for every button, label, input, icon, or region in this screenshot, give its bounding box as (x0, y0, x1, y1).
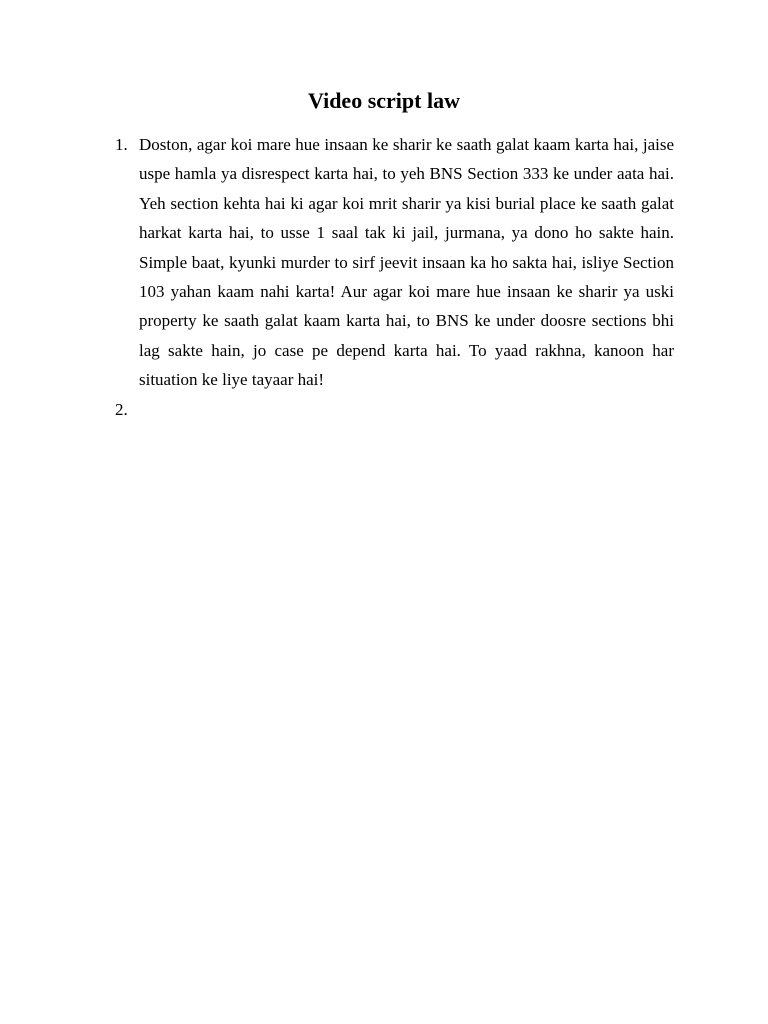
list-item-text: Doston, agar koi mare hue insaan ke sharir ke saath galat kaam karta hai, jaise uspe hamla ya disrespect karta hai, to yeh BNS Section 333 ke under aata hai. Yeh section kehta hai ki agar koi mrit sharir ya kisi burial place ke saath galat harkat karta hai, to usse 1 saal tak ki jail, jurmana, ya dono ho sakte hain. Simple baat, kyunki murder to sirf jeevit insaan ka ho sakta hai, isliye Section 103 yahan kaam nahi karta! Aur agar koi mare hue insaan ke sharir ya uski property ke saath galat kaam karta hai, to BNS ke under doosre sections bhi lag sakte hain, jo case pe depend karta hai. To yaad rakhna, kanoon har situation ke liye tayaar hai! (139, 135, 674, 390)
list-item (115, 130, 674, 395)
document-title: Video script law (308, 88, 460, 113)
list-item-text (139, 395, 674, 424)
numbered-list (115, 130, 674, 424)
list-item (115, 395, 674, 424)
list-item-number: 2. (115, 399, 128, 419)
list-item-number: 1. (115, 135, 128, 154)
